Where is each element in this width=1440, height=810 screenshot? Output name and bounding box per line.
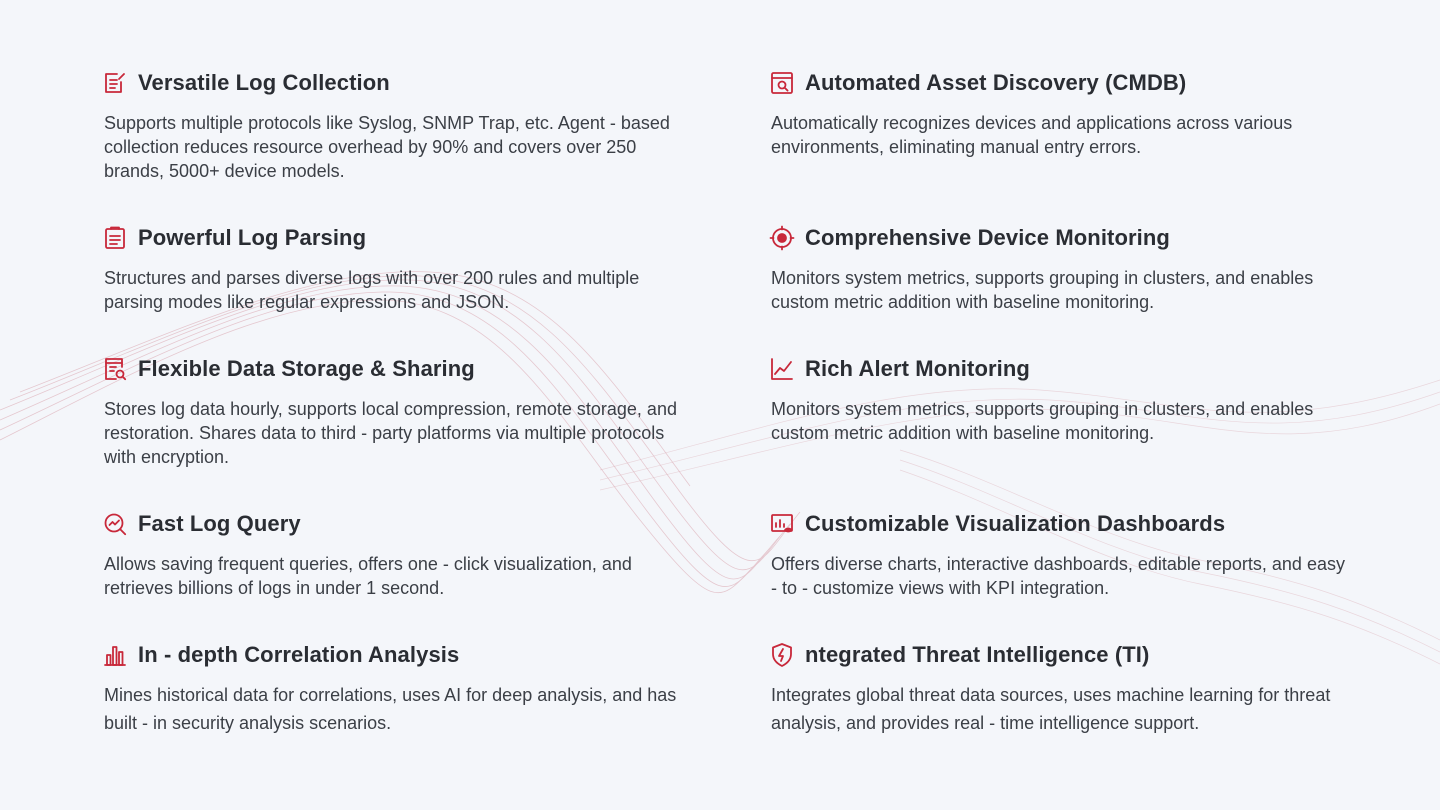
- feature-fast-log-query: [104, 511, 684, 600]
- feature-title: Versatile Log Collection: [138, 70, 390, 95]
- shield-lightning-icon: [769, 642, 795, 668]
- search-trend-icon: [102, 511, 128, 537]
- feature-description: Integrates global threat data sources, uses machine learning for threat analysis, and provides real - time intelligence support.: [771, 685, 1331, 733]
- feature-powerful-log-parsing: [104, 225, 684, 314]
- feature-title: In - depth Correlation Analysis: [138, 642, 460, 667]
- line-chart-icon: [769, 356, 795, 382]
- feature-title: Comprehensive Device Monitoring: [805, 225, 1170, 250]
- feature-description: Structures and parses diverse logs with over 200 rules and multiple parsing modes like regular expressions and JSON.: [104, 268, 640, 312]
- feature-flexible-data-storage: [104, 356, 684, 469]
- feature-description: Allows saving frequent queries, offers one - click visualization, and retrieves billions of logs in under 1 second.: [104, 554, 632, 598]
- feature-description: Stores log data hourly, supports local compression, remote storage, and restoration. Shares data to third - party platforms via multiple protocols with encryption.: [104, 399, 677, 467]
- feature-description: Monitors system metrics, supports grouping in clusters, and enables custom metric addition with baseline monitoring.: [771, 399, 1314, 443]
- feature-title: Fast Log Query: [138, 511, 301, 536]
- asset-search-icon: [769, 70, 795, 96]
- feature-description: Supports multiple protocols like Syslog, SNMP Trap, etc. Agent - based collection reduces resource overhead by 90% and covers over 250 brands, 5000+ device models.: [104, 113, 670, 181]
- feature-visualization-dashboards: [771, 511, 1351, 600]
- feature-threat-intelligence: [771, 642, 1351, 737]
- feature-alert-monitoring: [771, 356, 1351, 445]
- document-search-icon: [102, 356, 128, 382]
- feature-device-monitoring: [771, 225, 1351, 314]
- edit-document-icon: [102, 70, 128, 96]
- feature-title: Rich Alert Monitoring: [805, 356, 1030, 381]
- feature-asset-discovery: [771, 70, 1351, 159]
- feature-description: Offers diverse charts, interactive dashboards, editable reports, and easy - to - customize views with KPI integration.: [771, 554, 1345, 598]
- feature-versatile-log-collection: [104, 70, 684, 183]
- log-file-icon: [102, 225, 128, 251]
- dashboard-view-icon: [769, 511, 795, 537]
- feature-correlation-analysis: [104, 642, 684, 737]
- feature-title: Flexible Data Storage & Sharing: [138, 356, 475, 381]
- feature-description: Mines historical data for correlations, uses AI for deep analysis, and has built - in security analysis scenarios.: [104, 685, 677, 733]
- feature-title: ntegrated Threat Intelligence (TI): [805, 642, 1150, 667]
- bar-chart-icon: [102, 642, 128, 668]
- feature-title: Powerful Log Parsing: [138, 225, 367, 250]
- feature-description: Monitors system metrics, supports grouping in clusters, and enables custom metric addition with baseline monitoring.: [771, 268, 1314, 312]
- feature-title: Customizable Visualization Dashboards: [805, 511, 1226, 536]
- feature-description: Automatically recognizes devices and applications across various environments, eliminating manual entry errors.: [771, 113, 1293, 157]
- feature-title: Automated Asset Discovery (CMDB): [805, 70, 1187, 95]
- monitor-target-icon: [769, 225, 795, 251]
